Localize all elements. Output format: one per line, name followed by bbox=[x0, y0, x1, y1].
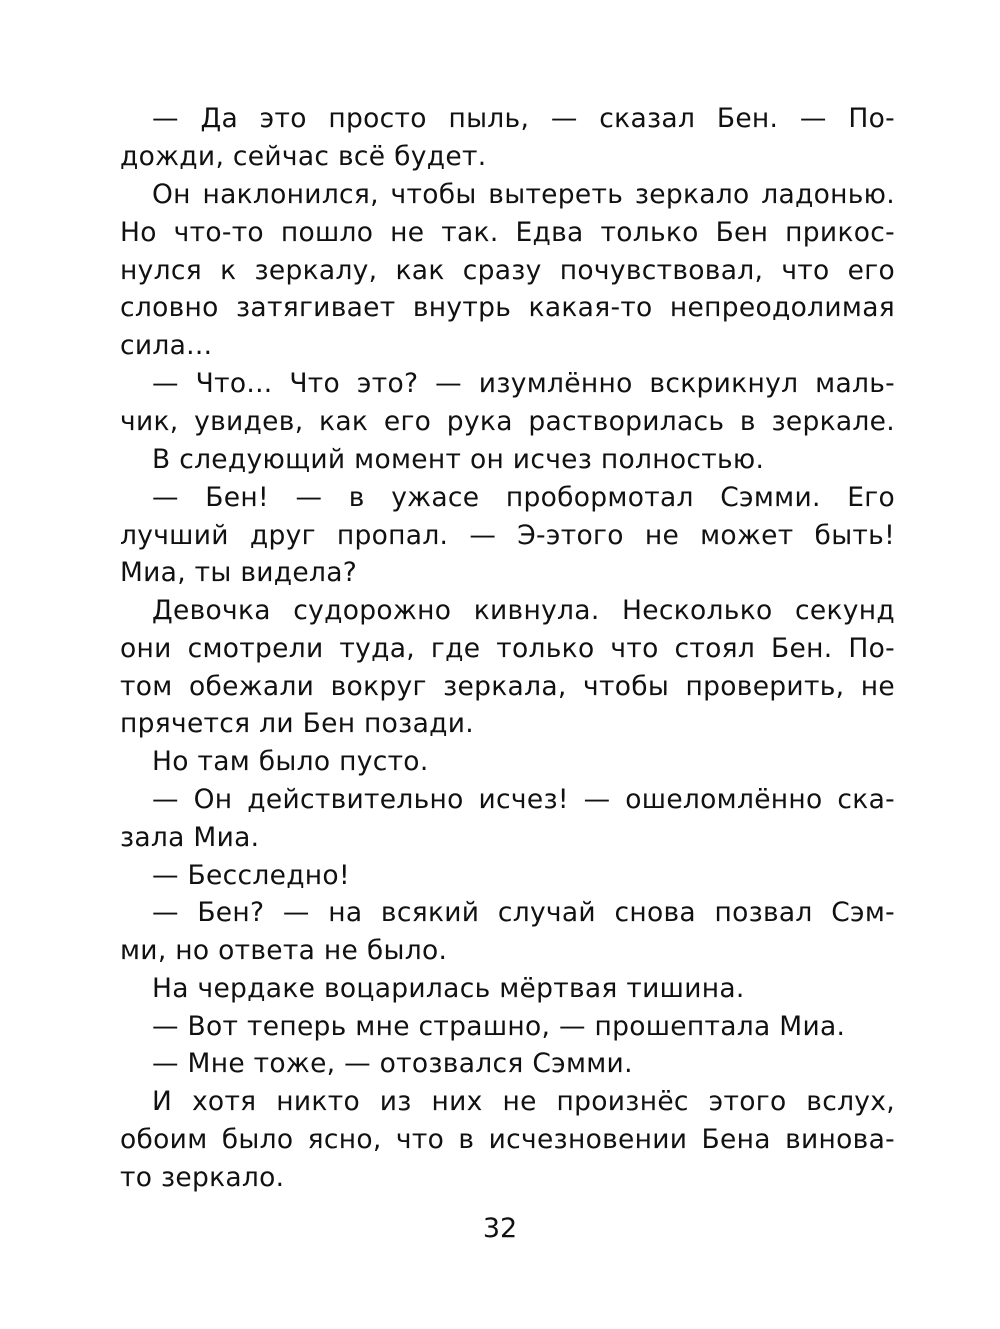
text-line: ми, но ответа не было. bbox=[120, 935, 448, 966]
text-line: — Вот теперь мне страшно, — прошептала Миа. bbox=[152, 1011, 846, 1042]
text-line: — Бен! — в ужасе пробормотал Сэмми. Его bbox=[152, 482, 895, 513]
text-line: лучший друг пропал. — Э-этого не может быть! bbox=[120, 520, 895, 551]
text-line: обоим было ясно, что в исчезновении Бена винова- bbox=[120, 1124, 895, 1155]
text-line: нулся к зеркалу, как сразу почувствовал, что его bbox=[120, 255, 895, 286]
text-line: они смотрели туда, где только что стоял Бен. По- bbox=[120, 633, 895, 664]
text-line: том обежали вокруг зеркала, чтобы проверить, не bbox=[120, 671, 895, 702]
text-line: Но что-то пошло не так. Едва только Бен прикос- bbox=[120, 217, 895, 248]
text-line: — Мне тоже, — отозвался Сэмми. bbox=[152, 1048, 633, 1079]
text-line: И хотя никто из них не произнёс этого вслух, bbox=[152, 1086, 895, 1117]
text-line: то зеркало. bbox=[120, 1162, 285, 1193]
text-line: — Он действительно исчез! — ошеломлённо ска- bbox=[152, 784, 895, 815]
text-line: На чердаке воцарилась мёртвая тишина. bbox=[152, 973, 745, 1004]
text-line: — Бесследно! bbox=[152, 860, 350, 891]
text-line: Девочка судорожно кивнула. Несколько секунд bbox=[152, 595, 895, 626]
text-line: Он наклонился, чтобы вытереть зеркало ладонью. bbox=[152, 179, 895, 210]
text-line: сила... bbox=[120, 330, 213, 361]
text-line: прячется ли Бен позади. bbox=[120, 708, 474, 739]
text-line: словно затягивает внутрь какая-то непреодолимая bbox=[120, 292, 895, 323]
text-line: — Что... Что это? — изумлённо вскрикнул маль- bbox=[152, 368, 895, 399]
text-line: Но там было пусто. bbox=[152, 746, 429, 777]
text-line: Миа, ты видела? bbox=[120, 557, 358, 588]
text-line: — Бен? — на всякий случай снова позвал Сэм- bbox=[152, 897, 895, 928]
text-line: чик, увидев, как его рука растворилась в зеркале. bbox=[120, 406, 895, 437]
text-line: дожди, сейчас всё будет. bbox=[120, 141, 487, 172]
text-line: В следующий момент он исчез полностью. bbox=[152, 444, 765, 475]
page-number: 32 bbox=[482, 1213, 518, 1244]
text-line: зала Миа. bbox=[120, 822, 260, 853]
text-line: — Да это просто пыль, — сказал Бен. — По- bbox=[152, 103, 895, 134]
